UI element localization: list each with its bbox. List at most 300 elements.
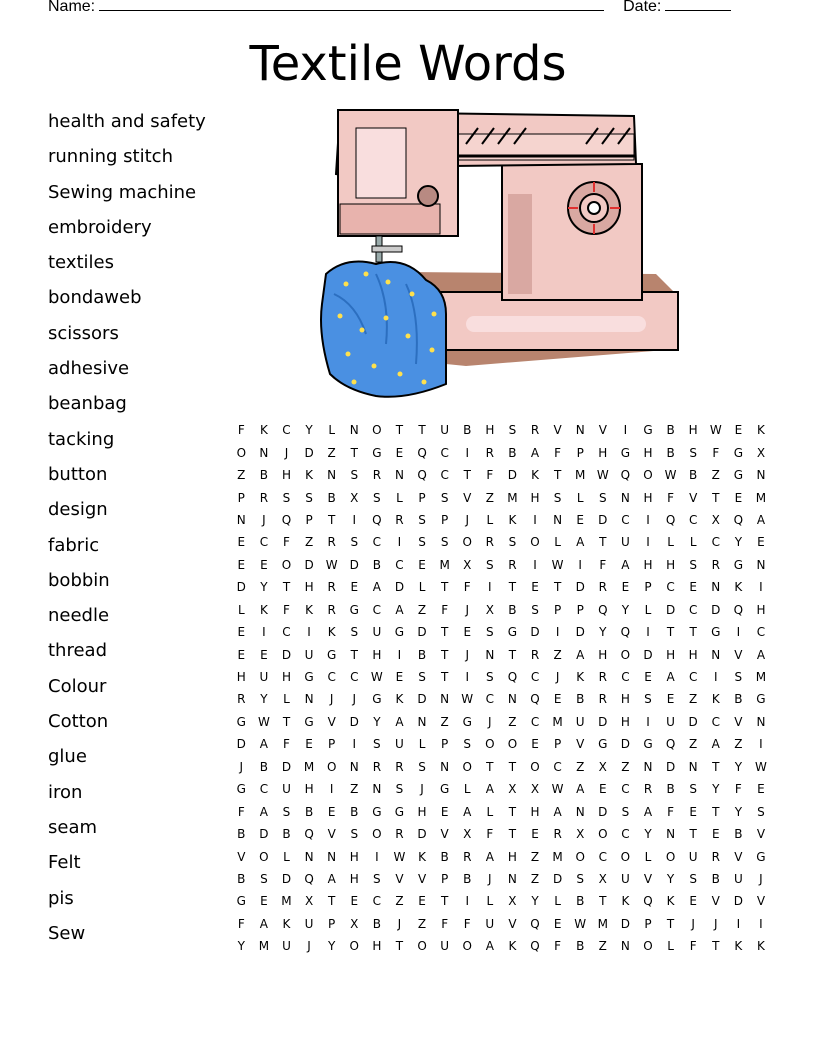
grid-letter[interactable]: W [370, 670, 383, 685]
grid-letter[interactable]: K [282, 916, 291, 931]
grid-letter[interactable]: P [441, 871, 449, 886]
grid-letter[interactable]: I [646, 535, 650, 550]
grid-letter[interactable]: B [440, 849, 449, 864]
grid-letter[interactable]: A [395, 602, 404, 617]
grid-letter[interactable]: X [463, 557, 472, 572]
grid-letter[interactable]: N [236, 512, 246, 527]
grid-letter[interactable]: U [304, 647, 314, 662]
grid-letter[interactable]: O [372, 423, 382, 438]
grid-letter[interactable]: L [396, 490, 403, 505]
grid-letter[interactable]: W [664, 468, 677, 483]
grid-letter[interactable]: G [643, 737, 653, 752]
grid-letter[interactable]: Q [530, 916, 540, 931]
grid-letter[interactable]: R [643, 782, 653, 797]
grid-letter[interactable]: L [689, 535, 697, 550]
grid-letter[interactable]: S [689, 557, 697, 572]
grid-letter[interactable]: S [757, 804, 765, 819]
grid-letter[interactable]: A [463, 804, 472, 819]
grid-letter[interactable]: X [530, 782, 540, 797]
grid-letter[interactable]: N [620, 939, 630, 954]
grid-letter[interactable]: S [486, 670, 494, 685]
grid-letter[interactable]: D [665, 602, 676, 617]
grid-letter[interactable]: M [575, 468, 586, 483]
grid-letter[interactable]: H [417, 804, 427, 819]
grid-letter[interactable]: X [598, 871, 607, 886]
grid-letter[interactable]: T [712, 759, 720, 774]
grid-letter[interactable]: I [533, 557, 537, 572]
grid-letter[interactable]: G [733, 445, 744, 460]
grid-letter[interactable]: T [508, 759, 517, 774]
grid-letter[interactable]: D [259, 827, 269, 842]
grid-letter[interactable]: T [463, 468, 471, 483]
grid-letter[interactable]: D [236, 580, 246, 595]
grid-letter[interactable]: T [712, 490, 720, 505]
grid-letter[interactable]: L [644, 602, 652, 617]
grid-letter[interactable]: M [281, 894, 292, 909]
grid-letter[interactable]: G [462, 714, 472, 729]
grid-letter[interactable]: W [755, 759, 767, 774]
grid-letter[interactable]: P [328, 916, 336, 931]
grid-letter[interactable]: X [756, 445, 766, 460]
grid-letter[interactable]: B [508, 445, 517, 460]
grid-letter[interactable]: C [688, 602, 698, 617]
grid-letter[interactable]: W [709, 423, 722, 438]
grid-letter[interactable]: A [530, 445, 540, 460]
grid-letter[interactable]: C [530, 670, 540, 685]
grid-letter[interactable]: K [734, 939, 743, 954]
grid-letter[interactable]: Z [598, 939, 607, 954]
grid-letter[interactable]: G [236, 782, 246, 797]
grid-letter[interactable]: S [260, 871, 268, 886]
grid-letter[interactable]: O [530, 759, 540, 774]
grid-letter[interactable]: T [508, 647, 517, 662]
grid-letter[interactable]: R [598, 670, 607, 685]
grid-letter[interactable]: F [599, 557, 607, 572]
grid-letter[interactable]: A [666, 670, 675, 685]
grid-letter[interactable]: T [689, 827, 697, 842]
grid-letter[interactable]: R [395, 827, 404, 842]
grid-letter[interactable]: G [372, 804, 382, 819]
grid-letter[interactable]: E [757, 535, 765, 550]
grid-letter[interactable]: L [486, 804, 494, 819]
grid-letter[interactable]: F [486, 468, 494, 483]
grid-letter[interactable]: Z [553, 647, 562, 662]
grid-letter[interactable]: E [237, 647, 246, 662]
grid-letter[interactable]: O [349, 939, 359, 954]
grid-letter[interactable]: N [575, 423, 585, 438]
grid-letter[interactable]: I [713, 670, 718, 685]
grid-letter[interactable]: U [620, 871, 630, 886]
grid-letter[interactable]: D [304, 557, 314, 572]
grid-letter[interactable]: G [236, 714, 246, 729]
grid-letter[interactable]: S [508, 423, 517, 438]
grid-letter[interactable]: N [417, 714, 427, 729]
grid-letter[interactable]: K [508, 939, 517, 954]
grid-letter[interactable]: C [372, 602, 382, 617]
grid-letter[interactable]: E [350, 580, 359, 595]
grid-letter[interactable]: T [666, 916, 675, 931]
grid-letter[interactable]: D [349, 557, 359, 572]
grid-letter[interactable]: L [554, 535, 561, 550]
grid-letter[interactable]: N [507, 871, 517, 886]
grid-letter[interactable]: Y [734, 535, 743, 550]
grid-letter[interactable]: N [666, 827, 676, 842]
grid-letter[interactable]: O [236, 445, 247, 460]
grid-letter[interactable]: F [441, 916, 449, 931]
grid-letter[interactable]: B [463, 423, 472, 438]
grid-letter[interactable]: P [576, 445, 584, 460]
grid-letter[interactable]: E [237, 625, 246, 640]
grid-letter[interactable]: T [328, 894, 336, 909]
grid-letter[interactable]: Y [237, 939, 245, 954]
grid-letter[interactable]: V [327, 827, 336, 842]
grid-letter[interactable]: S [531, 602, 539, 617]
grid-letter[interactable]: F [283, 535, 290, 550]
grid-letter[interactable]: Y [373, 714, 381, 729]
grid-letter[interactable]: S [689, 782, 697, 797]
grid-letter[interactable]: F [689, 939, 697, 954]
grid-letter[interactable]: E [689, 894, 697, 909]
grid-letter[interactable]: D [236, 737, 246, 752]
grid-letter[interactable]: V [417, 871, 427, 886]
grid-letter[interactable]: T [599, 894, 607, 909]
grid-letter[interactable]: O [259, 849, 269, 864]
grid-letter[interactable]: C [621, 670, 630, 685]
grid-letter[interactable]: U [440, 939, 450, 954]
grid-letter[interactable]: I [646, 512, 650, 527]
grid-letter[interactable]: Z [395, 894, 404, 909]
grid-letter[interactable]: D [507, 468, 518, 483]
grid-letter[interactable]: G [620, 445, 631, 460]
grid-letter[interactable]: Q [643, 894, 653, 909]
grid-letter[interactable]: G [236, 894, 246, 909]
grid-letter[interactable]: T [486, 759, 494, 774]
grid-letter[interactable]: V [734, 647, 743, 662]
grid-letter[interactable]: D [620, 737, 631, 752]
grid-letter[interactable]: N [711, 647, 721, 662]
grid-letter[interactable]: U [620, 535, 630, 550]
grid-letter[interactable]: Q [507, 670, 518, 685]
grid-letter[interactable]: C [621, 827, 630, 842]
grid-letter[interactable]: H [304, 782, 314, 797]
grid-letter[interactable]: O [462, 939, 472, 954]
grid-letter[interactable]: R [553, 827, 562, 842]
grid-letter[interactable]: K [305, 602, 314, 617]
grid-letter[interactable]: J [329, 692, 334, 707]
grid-letter[interactable]: I [375, 849, 379, 864]
grid-letter[interactable]: U [395, 737, 404, 752]
grid-letter[interactable]: Z [440, 714, 449, 729]
grid-letter[interactable]: Y [712, 782, 720, 797]
grid-letter[interactable]: V [734, 714, 743, 729]
grid-letter[interactable]: S [350, 535, 359, 550]
grid-letter[interactable]: Z [237, 468, 246, 483]
grid-letter[interactable]: E [553, 916, 562, 931]
grid-letter[interactable]: P [553, 737, 562, 752]
grid-letter[interactable]: C [598, 849, 607, 864]
grid-letter[interactable]: S [373, 490, 381, 505]
grid-letter[interactable]: L [667, 939, 674, 954]
grid-letter[interactable]: H [349, 871, 359, 886]
grid-letter[interactable]: O [417, 939, 427, 954]
grid-letter[interactable]: U [282, 782, 291, 797]
grid-letter[interactable]: I [623, 423, 628, 438]
grid-letter[interactable]: A [259, 916, 268, 931]
grid-letter[interactable]: A [756, 512, 766, 527]
grid-letter[interactable]: E [463, 625, 472, 640]
grid-letter[interactable]: I [578, 557, 582, 572]
grid-letter[interactable]: P [576, 602, 584, 617]
grid-letter[interactable]: B [734, 692, 743, 707]
grid-letter[interactable]: I [352, 512, 357, 527]
grid-letter[interactable]: C [711, 535, 720, 550]
grid-letter[interactable]: A [259, 804, 268, 819]
grid-letter[interactable]: Z [508, 714, 517, 729]
grid-letter[interactable]: Q [665, 737, 676, 752]
grid-letter[interactable]: U [440, 423, 450, 438]
grid-letter[interactable]: N [327, 468, 337, 483]
grid-letter[interactable]: R [598, 580, 607, 595]
grid-letter[interactable]: F [237, 804, 245, 819]
grid-letter[interactable]: H [666, 647, 676, 662]
grid-letter[interactable]: B [508, 602, 517, 617]
grid-letter[interactable]: F [667, 804, 675, 819]
grid-letter[interactable]: O [530, 535, 540, 550]
grid-letter[interactable]: B [666, 445, 675, 460]
date-blank[interactable] [665, 0, 731, 11]
grid-letter[interactable]: A [711, 737, 720, 752]
grid-letter[interactable]: E [599, 782, 607, 797]
grid-letter[interactable]: R [711, 849, 720, 864]
grid-letter[interactable]: D [575, 580, 585, 595]
grid-letter[interactable]: J [555, 670, 560, 685]
grid-letter[interactable]: G [372, 692, 382, 707]
grid-letter[interactable]: N [349, 423, 359, 438]
grid-letter[interactable]: S [486, 557, 494, 572]
grid-letter[interactable]: C [259, 782, 269, 797]
grid-letter[interactable]: P [237, 490, 245, 505]
grid-letter[interactable]: Z [734, 737, 743, 752]
grid-letter[interactable]: B [417, 647, 427, 662]
grid-letter[interactable]: E [576, 512, 584, 527]
grid-letter[interactable]: B [576, 894, 585, 909]
grid-letter[interactable]: R [530, 647, 540, 662]
grid-letter[interactable]: T [395, 423, 404, 438]
grid-letter[interactable]: S [440, 535, 449, 550]
grid-letter[interactable]: K [259, 423, 268, 438]
grid-letter[interactable]: B [689, 468, 698, 483]
grid-letter[interactable]: B [372, 916, 381, 931]
grid-letter[interactable]: N [440, 692, 450, 707]
grid-letter[interactable]: C [282, 423, 291, 438]
grid-letter[interactable]: P [644, 916, 652, 931]
grid-letter[interactable]: M [303, 759, 315, 774]
grid-letter[interactable]: V [440, 827, 449, 842]
grid-letter[interactable]: D [733, 894, 743, 909]
grid-letter[interactable]: Z [417, 602, 427, 617]
grid-letter[interactable]: J [713, 916, 718, 931]
grid-letter[interactable]: I [488, 580, 492, 595]
grid-letter[interactable]: G [304, 714, 314, 729]
grid-letter[interactable]: B [576, 692, 585, 707]
grid-letter[interactable]: T [712, 939, 720, 954]
grid-letter[interactable]: F [734, 782, 742, 797]
grid-letter[interactable]: G [349, 602, 359, 617]
grid-letter[interactable]: O [620, 647, 631, 662]
grid-letter[interactable]: W [461, 692, 474, 707]
grid-letter[interactable]: I [397, 535, 402, 550]
grid-letter[interactable]: U [485, 916, 495, 931]
grid-letter[interactable]: Q [304, 827, 314, 842]
grid-letter[interactable]: E [327, 804, 336, 819]
grid-letter[interactable]: H [598, 445, 608, 460]
grid-letter[interactable]: D [575, 625, 585, 640]
grid-letter[interactable]: L [283, 849, 290, 864]
grid-letter[interactable]: R [395, 512, 404, 527]
grid-letter[interactable]: V [756, 827, 766, 842]
grid-letter[interactable]: P [644, 580, 652, 595]
grid-letter[interactable]: Q [304, 871, 314, 886]
grid-letter[interactable]: K [327, 625, 336, 640]
grid-letter[interactable]: Q [620, 468, 631, 483]
grid-letter[interactable]: C [621, 512, 630, 527]
grid-letter[interactable]: G [711, 625, 721, 640]
grid-letter[interactable]: O [665, 849, 676, 864]
grid-letter[interactable]: P [328, 737, 336, 752]
grid-letter[interactable]: E [305, 737, 313, 752]
grid-letter[interactable]: U [304, 916, 314, 931]
grid-letter[interactable]: I [736, 625, 741, 640]
grid-letter[interactable]: P [553, 602, 562, 617]
grid-letter[interactable]: H [643, 557, 653, 572]
grid-letter[interactable]: E [260, 557, 268, 572]
grid-letter[interactable]: D [281, 871, 292, 886]
grid-letter[interactable]: R [395, 759, 404, 774]
grid-letter[interactable]: G [507, 625, 518, 640]
grid-letter[interactable]: H [304, 580, 314, 595]
grid-letter[interactable]: T [282, 580, 291, 595]
grid-letter[interactable]: D [417, 625, 427, 640]
grid-letter[interactable]: L [328, 423, 336, 438]
grid-letter[interactable]: E [395, 670, 404, 685]
grid-letter[interactable]: W [325, 557, 338, 572]
grid-letter[interactable]: G [756, 692, 766, 707]
grid-letter[interactable]: B [372, 557, 381, 572]
grid-letter[interactable]: I [329, 782, 334, 797]
grid-letter[interactable]: J [488, 714, 492, 729]
grid-letter[interactable]: N [756, 714, 766, 729]
grid-letter[interactable]: S [350, 827, 359, 842]
grid-letter[interactable]: M [258, 939, 270, 954]
grid-letter[interactable]: W [596, 468, 609, 483]
grid-letter[interactable]: S [373, 737, 381, 752]
grid-letter[interactable]: Y [734, 759, 743, 774]
grid-letter[interactable]: A [485, 939, 494, 954]
grid-letter[interactable]: A [576, 782, 585, 797]
grid-letter[interactable]: R [711, 557, 720, 572]
grid-letter[interactable]: S [350, 625, 359, 640]
grid-letter[interactable]: N [485, 647, 495, 662]
grid-letter[interactable]: S [598, 490, 607, 505]
grid-letter[interactable]: Y [260, 692, 268, 707]
grid-letter[interactable]: H [236, 670, 246, 685]
grid-letter[interactable]: L [283, 692, 290, 707]
grid-letter[interactable]: F [712, 445, 720, 460]
grid-letter[interactable]: D [598, 714, 608, 729]
grid-letter[interactable]: E [440, 804, 449, 819]
grid-letter[interactable]: Z [689, 692, 698, 707]
grid-letter[interactable]: P [441, 737, 449, 752]
grid-letter[interactable]: X [463, 827, 472, 842]
grid-letter[interactable]: R [327, 580, 336, 595]
grid-letter[interactable]: V [689, 490, 698, 505]
grid-letter[interactable]: A [327, 871, 336, 886]
grid-letter[interactable]: D [711, 602, 721, 617]
grid-letter[interactable]: W [393, 849, 406, 864]
grid-letter[interactable]: N [394, 468, 404, 483]
grid-letter[interactable]: E [689, 580, 697, 595]
grid-letter[interactable]: A [485, 849, 494, 864]
grid-letter[interactable]: Z [530, 849, 540, 864]
grid-letter[interactable]: A [621, 557, 630, 572]
grid-letter[interactable]: H [598, 647, 608, 662]
grid-letter[interactable]: M [755, 670, 767, 685]
grid-letter[interactable]: E [531, 580, 539, 595]
grid-letter[interactable]: I [736, 916, 741, 931]
grid-letter[interactable]: K [666, 894, 675, 909]
grid-letter[interactable]: N [643, 759, 653, 774]
grid-letter[interactable]: Y [734, 804, 743, 819]
grid-letter[interactable]: X [598, 759, 607, 774]
grid-letter[interactable]: J [397, 916, 402, 931]
grid-letter[interactable]: E [553, 692, 562, 707]
grid-letter[interactable]: R [259, 490, 269, 505]
grid-letter[interactable]: H [643, 490, 653, 505]
grid-letter[interactable]: T [666, 625, 675, 640]
grid-letter[interactable]: C [688, 670, 698, 685]
grid-letter[interactable]: B [327, 490, 336, 505]
grid-letter[interactable]: Q [665, 512, 676, 527]
grid-letter[interactable]: C [440, 468, 449, 483]
grid-letter[interactable]: R [372, 468, 382, 483]
grid-letter[interactable]: K [508, 512, 517, 527]
grid-letter[interactable]: Y [599, 625, 607, 640]
grid-letter[interactable]: N [327, 849, 337, 864]
grid-letter[interactable]: Q [530, 939, 540, 954]
grid-letter[interactable]: Y [644, 827, 652, 842]
grid-letter[interactable]: T [553, 580, 562, 595]
grid-letter[interactable]: D [665, 759, 676, 774]
grid-letter[interactable]: D [530, 625, 540, 640]
grid-letter[interactable]: H [688, 423, 698, 438]
grid-letter[interactable]: S [576, 871, 585, 886]
grid-letter[interactable]: Y [260, 580, 268, 595]
grid-letter[interactable]: U [372, 625, 382, 640]
grid-letter[interactable]: A [395, 714, 404, 729]
grid-letter[interactable]: R [598, 692, 607, 707]
grid-letter[interactable]: T [440, 647, 449, 662]
grid-letter[interactable]: G [733, 557, 744, 572]
grid-letter[interactable]: O [598, 827, 608, 842]
grid-letter[interactable]: T [350, 445, 358, 460]
grid-letter[interactable]: S [463, 737, 472, 752]
grid-letter[interactable]: B [734, 827, 743, 842]
grid-letter[interactable]: F [441, 602, 449, 617]
grid-letter[interactable]: S [418, 670, 426, 685]
grid-letter[interactable]: V [395, 871, 404, 886]
grid-letter[interactable]: N [711, 580, 721, 595]
grid-letter[interactable]: N [349, 759, 359, 774]
